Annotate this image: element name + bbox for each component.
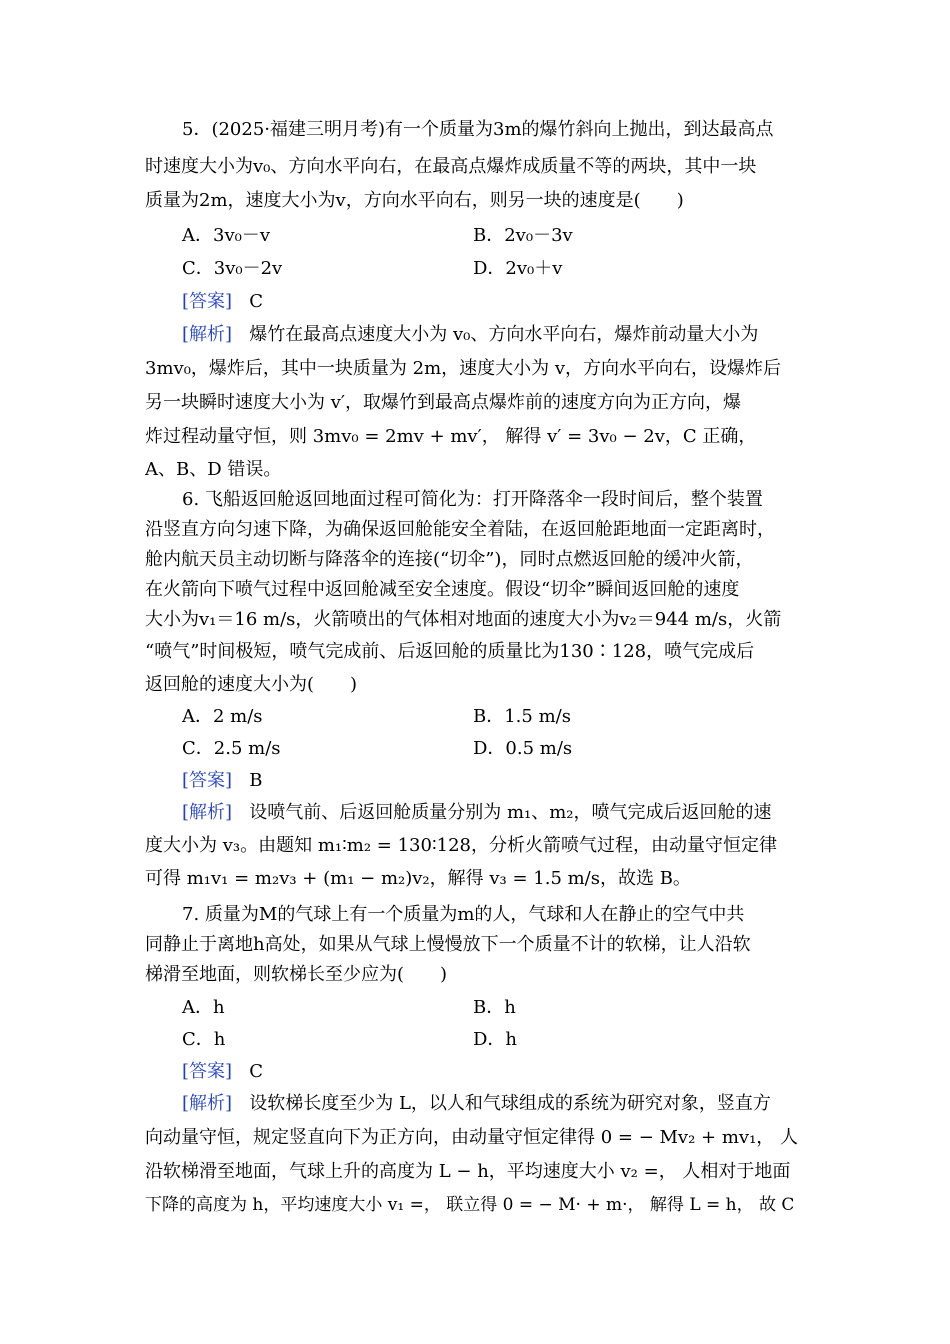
- q6-answer-row: [182, 769, 262, 793]
- q5-option-d: D．2v₀＋v: [473, 258, 563, 279]
- q5-analysis-line-3: 另一块瞬时速度大小为 v′，取爆竹到最高点爆炸前的速度方向为正方向，爆: [145, 392, 741, 413]
- q7-line-1: 7. 质量为M的气球上有一个质量为m的人，气球和人在静止的空气中共: [182, 904, 745, 925]
- q5-line-3: 质量为2m，速度大小为v，方向水平向右，则另一块的速度是( ): [145, 190, 684, 211]
- q5-line-1: 5．(2025·福建三明月考)有一个质量为3m的爆竹斜向上抛出，到达最高点: [182, 119, 774, 140]
- q5-analysis-line-4: 炸过程动量守恒，则 3mv₀ = 2mv + mv′， 解得 v′ = 3v₀ − 2v，C 正确，: [145, 426, 757, 447]
- q6-analysis-line-2: 度大小为 v₃。由题知 m₁∶m₂ = 130∶128，分析火箭喷气过程，由动量守恒定律: [145, 835, 778, 856]
- q5-analysis-row-1: [182, 323, 842, 347]
- q7-answer-row: [182, 1060, 263, 1084]
- q7-answer: C: [249, 1061, 263, 1082]
- q6-line-1: 6. 飞船返回舱返回地面过程可简化为：打开降落伞一段时间后，整个装置: [182, 489, 763, 510]
- q6-analysis-row-1: [182, 801, 842, 825]
- q7-line-2: 同静止于离地h高处，如果从气球上慢慢放下一个质量不计的软梯，让人沿软: [145, 934, 751, 955]
- q5-option-a: A．3v₀－v: [182, 225, 271, 246]
- q6-line-6: “喷气”时间极短，喷气完成前、后返回舱的质量比为130∶128，喷气完成后: [145, 641, 755, 662]
- q7-option-d: D．h: [473, 1029, 518, 1050]
- q5-option-b: B．2v₀－3v: [473, 225, 573, 246]
- q7-option-b: B．h: [473, 997, 516, 1018]
- q6-line-2: 沿竖直方向匀速下降，为确保返回舱能安全着陆，在返回舱距地面一定距离时，: [145, 519, 775, 540]
- q6-analysis-line-1: 设喷气前、后返回舱质量分别为 m₁、m₂，喷气完成后返回舱的速: [249, 802, 772, 823]
- q5-option-c: C．3v₀－2v: [182, 258, 283, 279]
- q6-option-b: B．1.5 m/s: [473, 706, 571, 727]
- q6-line-3: 舱内航天员主动切断与降落伞的连接(“切伞”)，同时点燃返回舱的缓冲火箭，: [145, 549, 754, 570]
- q6-line-5: 大小为v₁＝16 m/s，火箭喷出的气体相对地面的速度大小为v₂＝944 m/s，火箭: [145, 609, 782, 630]
- q6-option-a: A．2 m/s: [182, 706, 263, 727]
- q7-option-a: A．h: [182, 997, 225, 1018]
- q6-analysis-tag: [解析]: [182, 802, 233, 823]
- q7-answer-tag: [答案]: [182, 1061, 233, 1082]
- q5-analysis-line-2: 3mv₀，爆炸后，其中一块质量为 2m，速度大小为 v，方向水平向右，设爆炸后: [145, 358, 782, 379]
- q7-analysis-line-4: 下降的高度为 h，平均速度大小 v₁ =， 联立得 0 = − M· + m·， 解得 L = h， 故 C: [145, 1195, 795, 1215]
- q5-analysis-line-5: A、B、D 错误。: [145, 459, 282, 480]
- q7-line-3: 梯滑至地面，则软梯长至少应为( ): [145, 964, 448, 985]
- q7-analysis-line-3: 沿软梯滑至地面，气球上升的高度为 L − h，平均速度大小 v₂ =， 人相对于地面: [145, 1161, 791, 1182]
- q6-line-7: 返回舱的速度大小为( ): [145, 674, 358, 695]
- q7-analysis-row-1: [182, 1092, 842, 1116]
- q5-line-2: 时速度大小为v₀、方向水平向右，在最高点爆炸成质量不等的两块，其中一块: [145, 156, 757, 177]
- q7-analysis-line-1: 设软梯长度至少为 L，以人和气球组成的系统为研究对象，竖直方: [249, 1093, 771, 1114]
- q5-analysis-line-1: 爆竹在最高点速度大小为 v₀、方向水平向右，爆炸前动量大小为: [249, 324, 759, 345]
- q7-analysis-tag: [解析]: [182, 1093, 233, 1114]
- q7-analysis-line-2: 向动量守恒，规定竖直向下为正方向，由动量守恒定律得 0 = − Mv₂ + mv₁， 人: [145, 1127, 799, 1148]
- q6-option-d: D．0.5 m/s: [473, 738, 573, 759]
- q5-answer: C: [249, 291, 263, 312]
- q6-option-c: C．2.5 m/s: [182, 738, 281, 759]
- q5-analysis-tag: [解析]: [182, 324, 233, 345]
- q5-answer-row: [182, 290, 263, 314]
- q6-answer: B: [249, 770, 263, 791]
- q6-analysis-line-3: 可得 m₁v₁ = m₂v₃ + (m₁ − m₂)v₂，解得 v₃ = 1.5 m/s，故选 B。: [145, 868, 691, 889]
- q7-option-c: C．h: [182, 1029, 226, 1050]
- q6-answer-tag: [答案]: [182, 770, 233, 791]
- q5-answer-tag: [答案]: [182, 291, 233, 312]
- q6-line-4: 在火箭向下喷气过程中返回舱减至安全速度。假设“切伞”瞬间返回舱的速度: [145, 579, 740, 600]
